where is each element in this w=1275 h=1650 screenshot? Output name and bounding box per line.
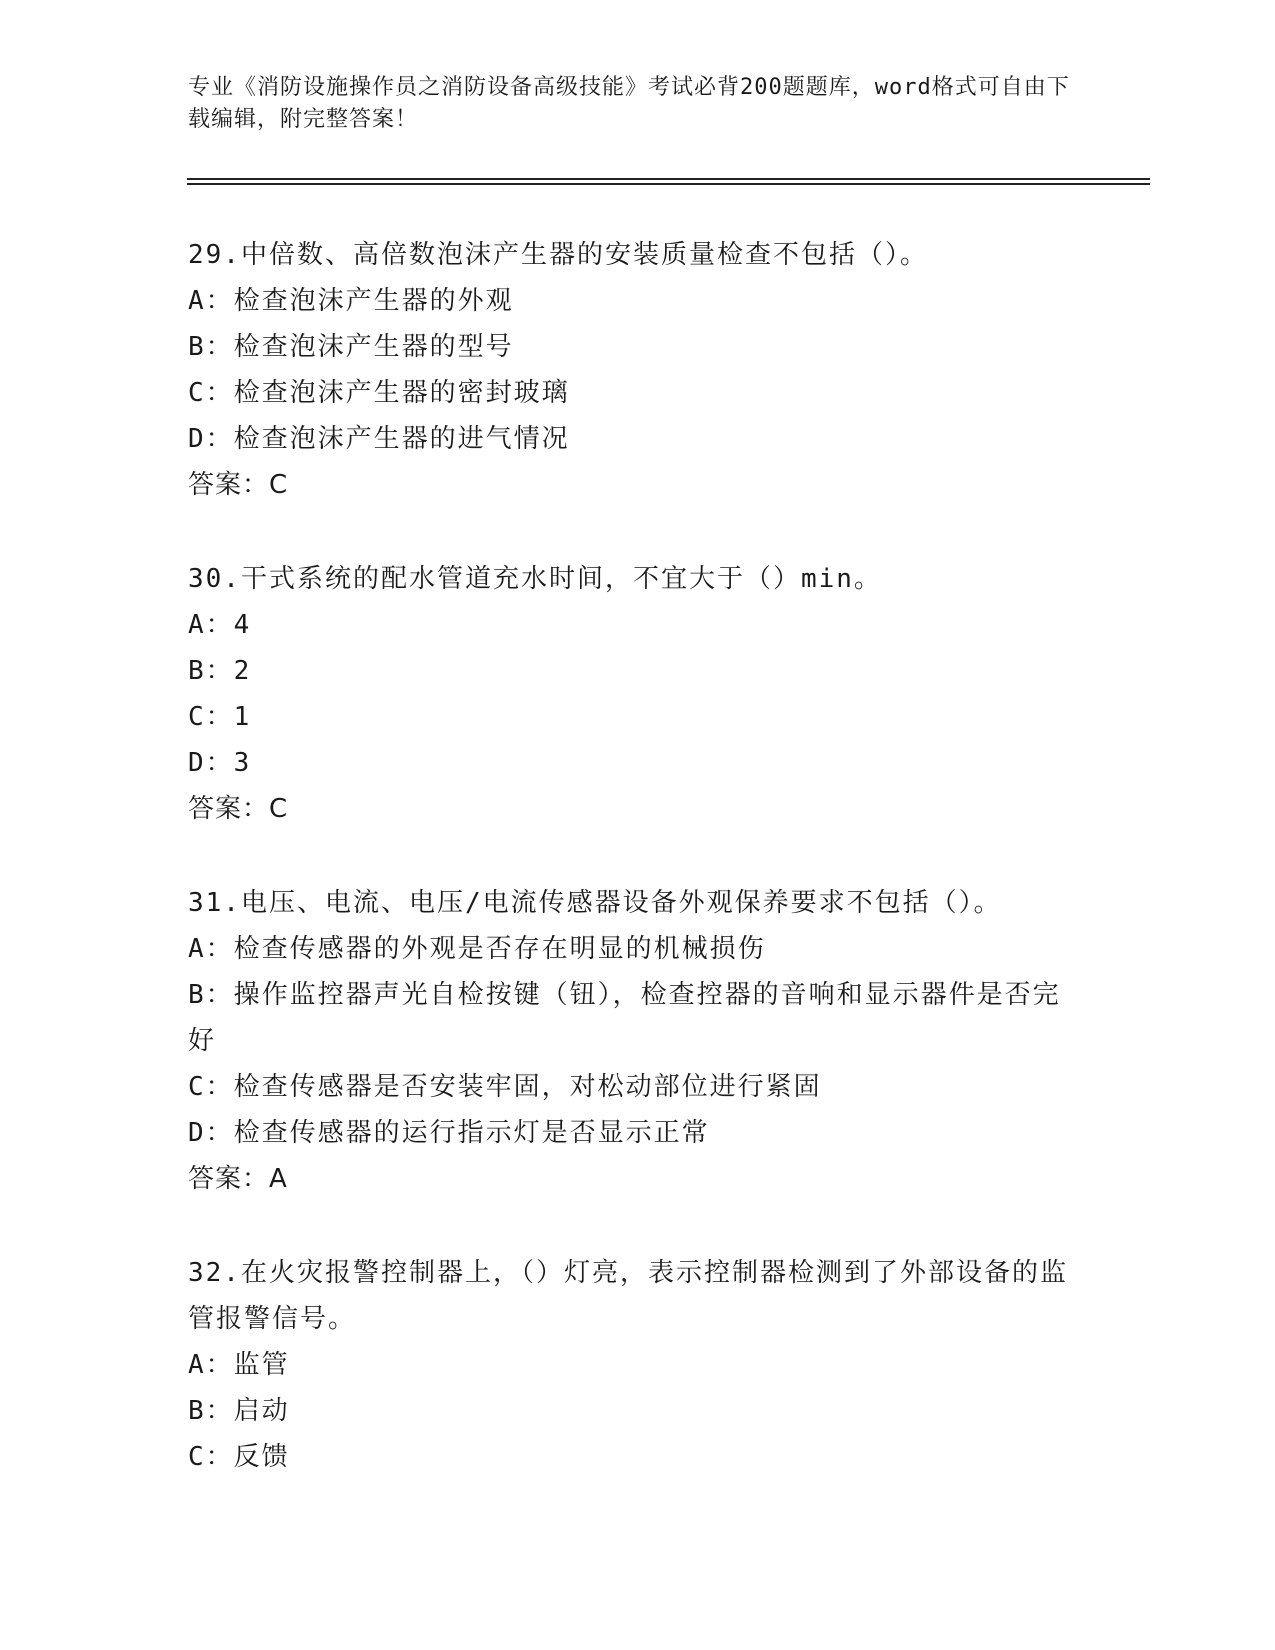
option-c: C：1 [188,702,252,732]
question-30 [188,556,1088,832]
answer-line: 答案：C [188,470,289,500]
option-c: C：检查传感器是否安装牢固，对松动部位进行紧固 [188,1072,822,1102]
option-c: C：检查泡沫产生器的密封玻璃 [188,378,570,408]
option-a: A：4 [188,610,252,640]
option-a: A：检查泡沫产生器的外观 [188,286,514,316]
option-a: A：检查传感器的外观是否存在明显的机械损伤 [188,934,766,964]
question-stem: 30.干式系统的配水管道充水时间，不宜大于（）min。 [188,564,882,594]
document-header: 专业《消防设施操作员之消防设备高级技能》考试必背200题题库，word格式可自由下载编辑，附完整答案！ [188,75,1070,132]
header-divider-top [187,178,1150,180]
header-divider-bottom [187,183,1150,185]
answer-line: 答案：A [188,1164,288,1194]
option-d: D：3 [188,748,252,778]
question-31 [188,880,1088,1202]
option-b: B：检查泡沫产生器的型号 [188,332,514,362]
option-b: B：2 [188,656,252,686]
option-c: C：反馈 [188,1442,290,1472]
question-stem: 31.电压、电流、电压/电流传感器设备外观保养要求不包括（）。 [188,888,1002,918]
option-d: D：检查泡沫产生器的进气情况 [188,424,570,454]
option-b: B：启动 [188,1396,290,1426]
option-d: D：检查传感器的运行指示灯是否显示正常 [188,1118,710,1148]
answer-line: 答案：C [188,794,289,824]
question-stem: 32.在火灾报警控制器上，（）灯亮，表示控制器检测到了外部设备的监管报警信号。 [188,1258,1068,1334]
option-b: B：操作监控器声光自检按键（钮），检查控器的音响和显示器件是否完好 [188,980,1061,1056]
question-32 [188,1250,1088,1480]
question-29 [188,232,1088,508]
option-a: A：监管 [188,1350,290,1380]
question-list [188,232,1088,1528]
question-stem: 29.中倍数、高倍数泡沫产生器的安装质量检查不包括（）。 [188,240,928,270]
